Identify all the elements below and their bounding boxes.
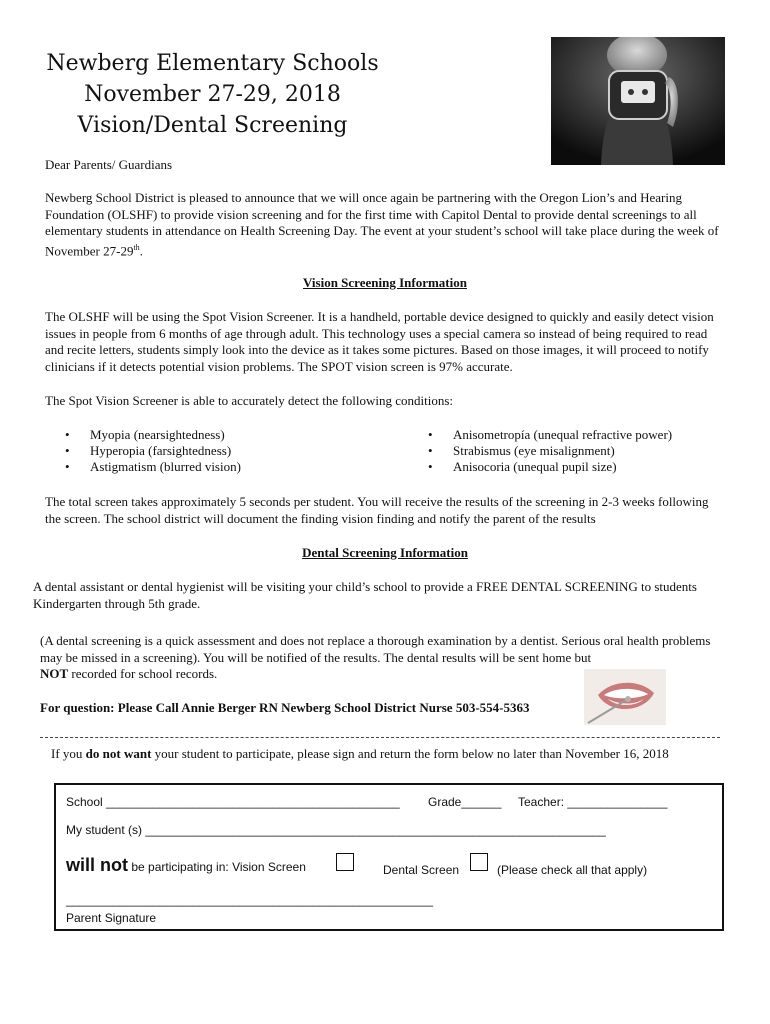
title-line-dates: November 27-29, 2018 — [84, 82, 341, 107]
intro-superscript: th — [133, 242, 140, 252]
vision-paragraph: The OLSHF will be using the Spot Vision Screener. It is a handheld, portable device designed to quickly and easily detect vision issues in people from 6 months of age through adult. This technology uses a special camera so instead of being required to read and recite letters, students simply look into the device as it takes some pictures. Based on those images, it will proceed to notify clinicians if it detects potential vision problems. The SPOT vision screen is 97% accurate. — [45, 309, 714, 374]
vision-screener-photo — [551, 37, 725, 165]
grade-field[interactable]: Grade______ — [428, 795, 502, 809]
will-not-text: will not — [66, 855, 128, 875]
signature-label: Parent Signature — [66, 911, 157, 925]
student-name-field[interactable]: My student (s) _____________________________________________________________________ — [66, 823, 606, 837]
dental-disclaimer-end: recorded for school records. — [68, 666, 218, 681]
smile-illustration — [584, 669, 666, 725]
conditions-list-left — [45, 427, 241, 475]
signature-field[interactable]: _______________________________________________________ — [66, 893, 434, 907]
check-all-note: (Please check all that apply) — [497, 863, 648, 877]
opt-out-form — [54, 783, 724, 931]
return-instruction — [51, 746, 669, 763]
dental-disclaimer-text: (A dental screening is a quick assessment and does not replace a thorough examination by a dentist. Serious oral health problems may be missed in a screening). You will be notified of the results. The dental results will be sent home but — [40, 633, 711, 665]
document-title — [40, 48, 385, 141]
instruction-before: If you — [51, 746, 86, 761]
list-item: • Anisocoria (unequal pupil size) — [408, 459, 672, 475]
list-item: • Anisometropía (unequal refractive power) — [408, 427, 672, 443]
teacher-field[interactable]: Teacher: _______________ — [518, 795, 668, 809]
intro-paragraph — [45, 190, 727, 259]
dental-paragraph: A dental assistant or dental hygienist will be visiting your child’s school to provide a FREE DENTAL SCREENING to students Kindergarten through 5th grade. — [33, 579, 697, 611]
intro-text: Newberg School District is pleased to announce that we will once again be partnering with the Oregon Lion’s and Hearing Foundation (OLSHF) to provide vision screening and for the first time with Capitol Dental to provide dental screenings to all elementary students in attendance on Health Screening Day. The event at your student’s school will take place during the week of November 27-29 — [45, 190, 719, 258]
salutation: Dear Parents/ Guardians — [45, 157, 173, 172]
vision-screener-illustration — [551, 37, 725, 165]
dental-not-emphasis: NOT — [40, 666, 69, 681]
dental-screen-label: Dental Screen — [383, 863, 460, 877]
participating-text: be participating in: Vision Screen — [128, 860, 306, 874]
conditions-intro: The Spot Vision Screener is able to accurately detect the following conditions: — [45, 393, 454, 408]
list-item: • Myopia (nearsightedness) — [45, 427, 241, 443]
dental-smile-photo — [584, 669, 666, 725]
dental-screen-checkbox[interactable] — [470, 853, 488, 871]
title-line-school: Newberg Elementary Schools — [46, 51, 379, 76]
list-item: • Astigmatism (blurred vision) — [45, 459, 241, 475]
vision-heading: Vision Screening Information — [303, 275, 467, 290]
instruction-emphasis: do not want — [85, 746, 152, 761]
results-paragraph: The total screen takes approximately 5 seconds per student. You will receive the results of the screening in 2-3 weeks following the screen. The school district will document the finding vision finding and notify the parent of the results — [45, 494, 709, 526]
participation-line — [66, 855, 306, 876]
conditions-list-right — [408, 427, 672, 475]
intro-end: . — [139, 242, 143, 258]
list-item: • Strabismus (eye misalignment) — [408, 443, 672, 459]
list-item: • Hyperopia (farsightedness) — [45, 443, 241, 459]
vision-screen-checkbox[interactable] — [336, 853, 354, 871]
instruction-after: your student to participate, please sign and return the form below no later than November 16, 2018 — [151, 746, 669, 761]
cut-line-divider — [40, 737, 720, 738]
dental-heading: Dental Screening Information — [302, 545, 468, 560]
question-contact: For question: Please Call Annie Berger RN Newberg School District Nurse 503-554-5363 — [40, 700, 530, 715]
school-field[interactable]: School ____________________________________________ — [66, 795, 400, 809]
title-line-topic: Vision/Dental Screening — [77, 113, 348, 138]
